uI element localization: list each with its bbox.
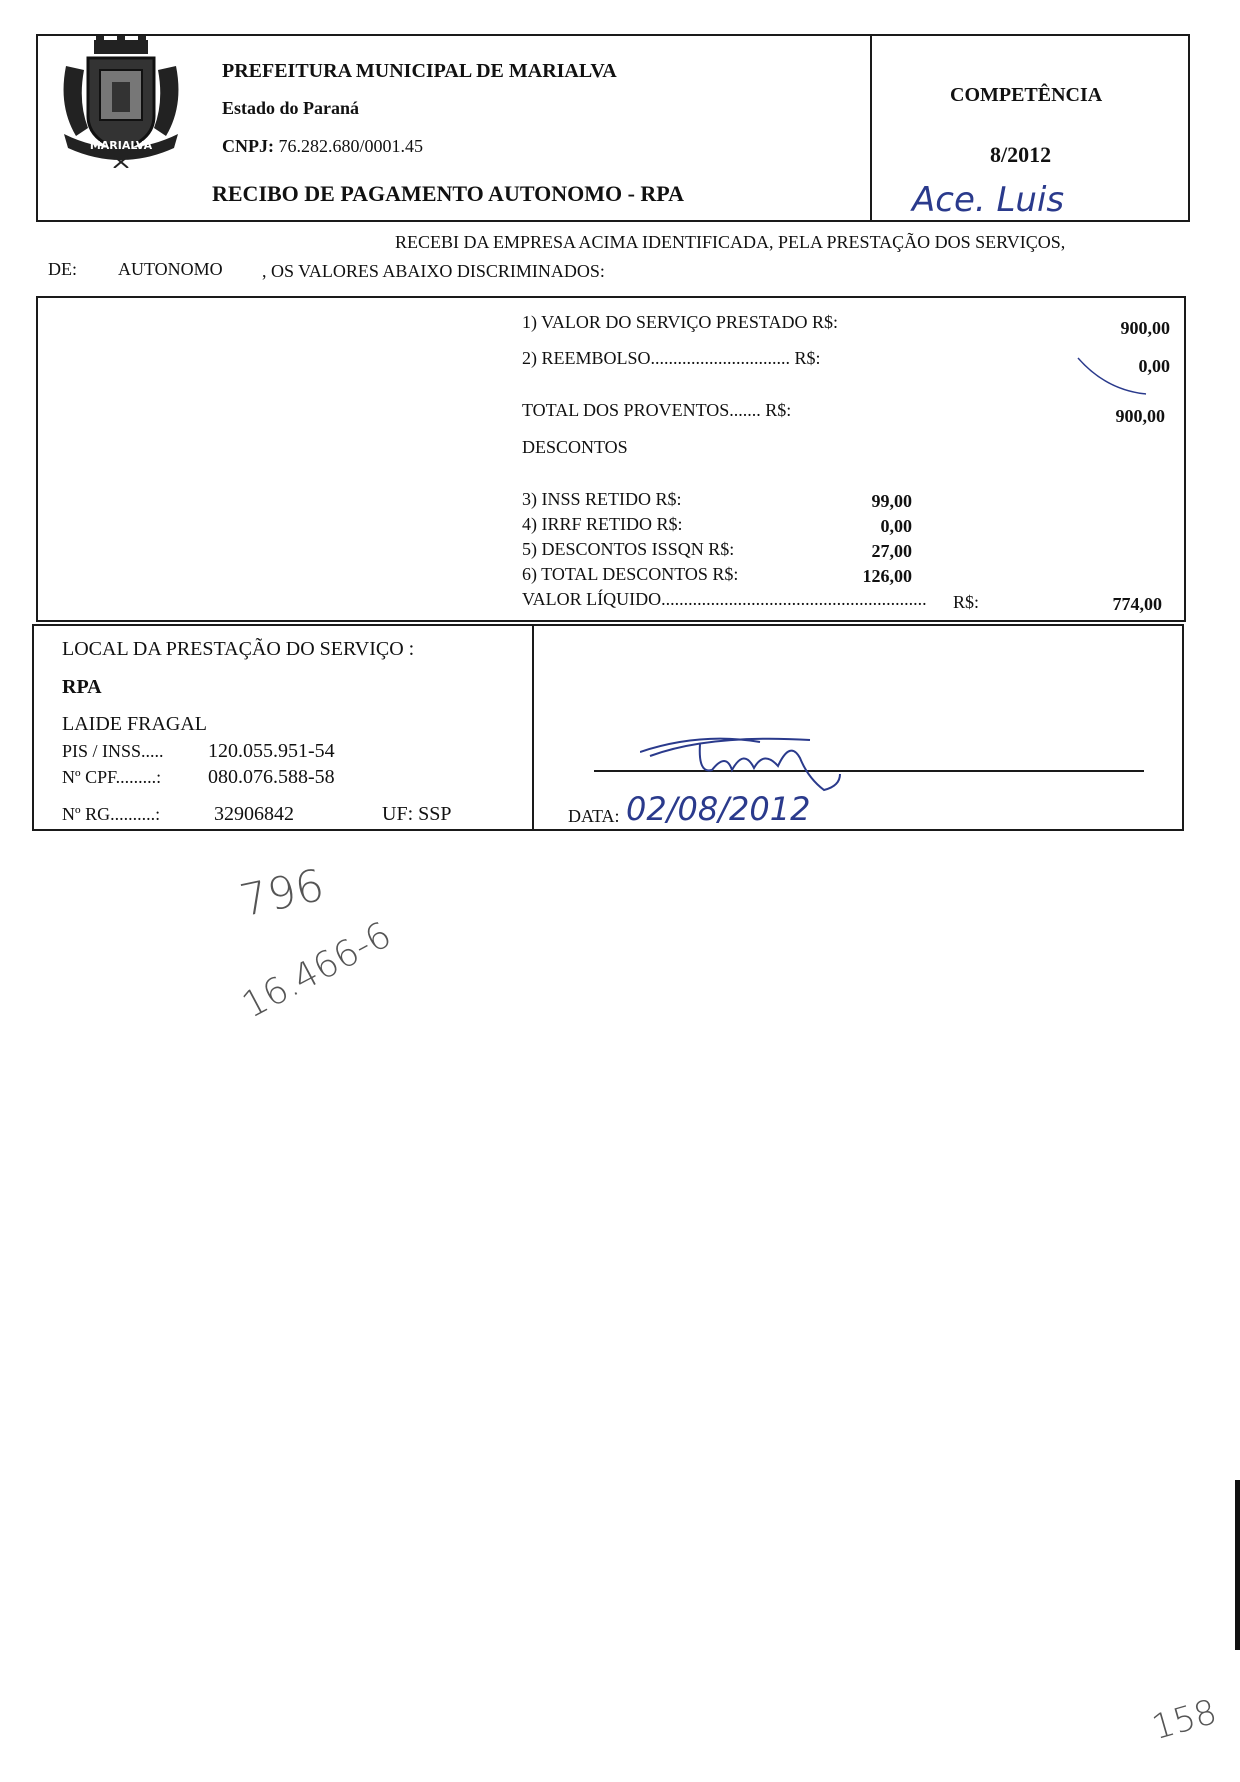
total-descontos-value: 126,00 bbox=[862, 566, 912, 586]
liquido-currency: R$: bbox=[953, 592, 980, 612]
inss-value: 99,00 bbox=[871, 491, 912, 511]
pis-label: PIS / INSS..... bbox=[62, 741, 164, 761]
rg-value: 32906842 bbox=[214, 803, 294, 825]
liquido-value: 774,00 bbox=[1112, 594, 1162, 614]
reembolso-label: 2) REEMBOLSO............................... R$: bbox=[522, 348, 821, 368]
cnpj bbox=[222, 136, 423, 157]
coat-of-arms-logo bbox=[56, 36, 186, 168]
intro-line-2: , OS VALORES ABAIXO DISCRIMINADOS: bbox=[262, 261, 605, 281]
competencia-handwritten-note: Ace. Luis bbox=[912, 180, 1065, 220]
de-value: AUTONOMO bbox=[118, 259, 223, 279]
cnpj-label: CNPJ: bbox=[222, 136, 274, 156]
data-handwritten: 02/08/2012 bbox=[626, 790, 811, 828]
cnpj-value: 76.282.680/0001.45 bbox=[278, 136, 424, 156]
competencia-label: COMPETÊNCIA bbox=[950, 84, 1103, 106]
pis-value: 120.055.951-54 bbox=[208, 740, 335, 762]
total-proventos-value: 900,00 bbox=[1115, 406, 1165, 426]
servico-value: 900,00 bbox=[1120, 318, 1170, 338]
uf-value: SSP bbox=[418, 803, 452, 825]
uf-label: UF: bbox=[382, 803, 414, 825]
liquido-label: VALOR LÍQUIDO........................................................... bbox=[522, 589, 927, 609]
competencia-value: 8/2012 bbox=[990, 142, 1052, 167]
check-mark bbox=[1076, 356, 1148, 396]
scan-edge-right bbox=[1235, 1480, 1240, 1650]
footer-divider bbox=[532, 624, 534, 831]
rg-label: Nº RG..........: bbox=[62, 804, 161, 824]
document-title: RECIBO DE PAGAMENTO AUTONOMO - RPA bbox=[212, 181, 685, 206]
pencil-note-16466: 16.466-6 bbox=[235, 914, 399, 1027]
intro-line-1: RECEBI DA EMPRESA ACIMA IDENTIFICADA, PELA PRESTAÇÃO DOS SERVIÇOS, bbox=[395, 232, 1066, 252]
descontos-label: DESCONTOS bbox=[522, 437, 628, 457]
svg-text:MARIALVA: MARIALVA bbox=[89, 139, 153, 152]
issqn-value: 27,00 bbox=[871, 541, 912, 561]
org-name: PREFEITURA MUNICIPAL DE MARIALVA bbox=[222, 60, 617, 82]
cpf-value: 080.076.588-58 bbox=[208, 766, 335, 788]
local-label: LOCAL DA PRESTAÇÃO DO SERVIÇO : bbox=[62, 638, 415, 660]
reembolso-value: 0,00 bbox=[1138, 356, 1170, 376]
page-number: 158 bbox=[1147, 1691, 1222, 1749]
irrf-value: 0,00 bbox=[880, 516, 912, 536]
worker-name: LAIDE FRAGAL bbox=[62, 713, 207, 735]
total-proventos-label: TOTAL DOS PROVENTOS....... R$: bbox=[522, 400, 792, 420]
state-name: Estado do Paraná bbox=[222, 98, 360, 118]
pencil-note-796: 796 bbox=[235, 859, 329, 928]
inss-label: 3) INSS RETIDO R$: bbox=[522, 489, 682, 509]
data-label: DATA: bbox=[568, 806, 620, 826]
rpa-label: RPA bbox=[62, 676, 102, 698]
issqn-label: 5) DESCONTOS ISSQN R$: bbox=[522, 539, 735, 559]
header-divider bbox=[870, 34, 872, 222]
cpf-label: Nº CPF.........: bbox=[62, 767, 162, 787]
total-descontos-label: 6) TOTAL DESCONTOS R$: bbox=[522, 564, 739, 584]
de-label: DE: bbox=[48, 259, 77, 279]
uf bbox=[382, 803, 452, 826]
irrf-label: 4) IRRF RETIDO R$: bbox=[522, 514, 683, 534]
servico-label: 1) VALOR DO SERVIÇO PRESTADO R$: bbox=[522, 312, 838, 332]
